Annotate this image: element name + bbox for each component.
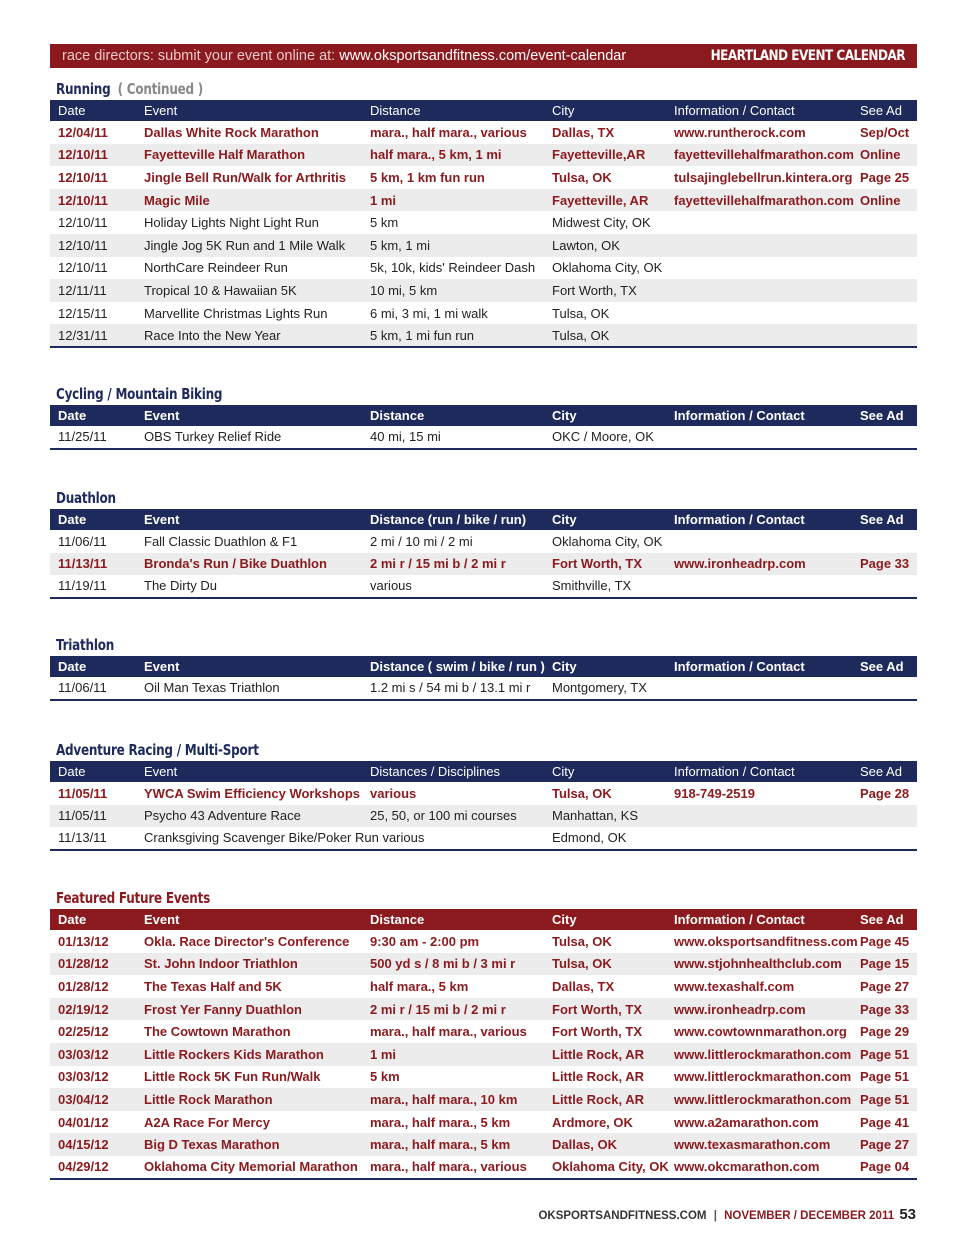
column-header-date: Date (50, 509, 136, 530)
banner-prefix: race directors: submit your event online at: (62, 48, 336, 64)
table-row (50, 805, 917, 828)
cell-city: Tulsa, OK (552, 933, 612, 949)
cell-see-ad: Page 25 (860, 169, 910, 185)
cell-event: Bronda's Run / Bike Duathlon (136, 553, 362, 576)
table-row (50, 953, 917, 976)
cell-event: Jingle Bell Run/Walk for Arthritis (144, 169, 347, 185)
table-row (50, 211, 917, 234)
cell-see-ad: Page 27 (860, 978, 910, 994)
column-header-contact: Information / Contact (666, 509, 852, 530)
cell-city: Fayetteville,AR (544, 144, 666, 167)
cell-city: Fort Worth, TX (544, 553, 666, 576)
table-header-row (50, 761, 917, 782)
footer-separator: | (713, 1210, 717, 1222)
cell-date: 11/25/11 (58, 429, 107, 445)
cell-city: Fort Worth, TX (544, 998, 666, 1021)
cell-date: 04/15/12 (50, 1133, 136, 1156)
cell-date: 11/13/11 (50, 553, 136, 576)
cell-contact[interactable]: www.a2amarathon.com (674, 1114, 819, 1130)
cell-date: 01/28/12 (50, 953, 136, 976)
cell-event: Little Rock Marathon (136, 1088, 362, 1111)
column-header-see-ad: See Ad (852, 909, 917, 930)
cell-event: Oklahoma City Memorial Marathon (144, 1159, 358, 1175)
column-header-date: Date (50, 100, 136, 121)
cell-distance: 6 mi, 3 mi, 1 mi walk (370, 305, 488, 321)
section-title: Featured Future Events (56, 889, 211, 907)
page-number: 53 (899, 1206, 916, 1223)
cell-distance: various (370, 578, 412, 594)
cell-event: Oil Man Texas Triathlon (144, 680, 280, 696)
calendar-title: HEARTLAND EVENT CALENDAR (710, 48, 905, 64)
cell-contact (666, 302, 852, 325)
cell-city: Tulsa, OK (544, 324, 666, 347)
cell-date: 03/03/12 (50, 1043, 136, 1066)
cell-see-ad (852, 234, 917, 257)
cell-distance: half mara., 5 km (370, 978, 469, 994)
cell-distance: 25, 50, or 100 mi courses (362, 805, 544, 828)
table-row (50, 1088, 917, 1111)
cell-distance: mara., half mara., 10 km (362, 1088, 544, 1111)
cell-distance: mara., half mara., various (370, 124, 527, 140)
cell-see-ad: Online (852, 144, 917, 167)
cell-date: 12/10/11 (50, 234, 136, 257)
cell-date: 12/10/11 (50, 189, 136, 212)
column-header-event: Event (136, 656, 362, 677)
cell-event: A2A Race For Mercy (144, 1114, 270, 1130)
cell-event: Holiday Lights Night Light Run (144, 215, 319, 231)
column-header-city: City (544, 100, 666, 121)
cell-contact[interactable]: www.stjohnhealthclub.com (666, 953, 852, 976)
cell-distance: 9:30 am - 2:00 pm (370, 933, 480, 949)
cell-contact[interactable]: www.littlerockmarathon.com (666, 1088, 852, 1111)
cell-city: Smithville, TX (552, 578, 632, 594)
event-calendar-link[interactable]: www.oksportsandfitness.com/event-calendar (339, 48, 627, 64)
column-header-date: Date (50, 656, 136, 677)
column-header-contact: Information / Contact (666, 761, 852, 782)
column-header-see-ad: See Ad (852, 100, 917, 121)
table-row (50, 998, 917, 1021)
column-header-distance: Distance (run / bike / run) (362, 509, 544, 530)
cell-date: 02/25/12 (58, 1024, 109, 1040)
cell-contact (666, 234, 852, 257)
cell-see-ad: Page 15 (852, 953, 917, 976)
table-row (50, 1043, 917, 1066)
table-row (50, 553, 917, 576)
table-row (50, 530, 917, 553)
cell-distance: mara., half mara., various (370, 1024, 527, 1040)
duathlon-section (50, 487, 917, 599)
cell-contact (666, 426, 852, 449)
cell-city: OKC / Moore, OK (552, 429, 654, 445)
table-row (50, 257, 917, 280)
cell-distance: 40 mi, 15 mi (370, 429, 441, 445)
table-row (50, 1020, 917, 1043)
cell-see-ad: Page 45 (860, 933, 910, 949)
cell-distance: 5 km, 1 km fun run (370, 169, 485, 185)
cell-event: Fayetteville Half Marathon (136, 144, 362, 167)
cell-contact[interactable]: www.runtherock.com (674, 124, 806, 140)
cell-contact[interactable]: tulsajinglebellrun.kintera.org (674, 169, 853, 185)
table-row (50, 575, 917, 598)
cell-date: 03/03/12 (58, 1069, 109, 1085)
column-header-see-ad: See Ad (852, 405, 917, 426)
cell-contact (666, 257, 852, 280)
cell-date: 01/28/12 (58, 978, 109, 994)
cell-see-ad (852, 426, 917, 449)
cell-date: 04/29/12 (58, 1159, 109, 1175)
cell-see-ad: Page 41 (860, 1114, 910, 1130)
cell-city: Tulsa, OK (544, 953, 666, 976)
cell-contact (666, 575, 852, 598)
cell-date: 04/01/12 (58, 1114, 109, 1130)
cell-event: Dallas White Rock Marathon (144, 124, 319, 140)
cell-contact (666, 279, 852, 302)
cell-contact[interactable]: www.oksportsandfitness.com (674, 933, 858, 949)
featured-section (50, 887, 917, 1180)
cell-contact[interactable]: www.ironheadrp.com (666, 998, 852, 1021)
section-title (56, 78, 745, 100)
column-header-date: Date (50, 761, 136, 782)
column-header-event: Event (136, 405, 362, 426)
cell-event: Little Rockers Kids Marathon (136, 1043, 362, 1066)
cell-contact[interactable]: www.cowtownmarathon.org (674, 1024, 847, 1040)
column-header-see-ad: See Ad (852, 761, 917, 782)
table-header-row (50, 656, 917, 677)
column-header-event: Event (136, 100, 362, 121)
column-header-date: Date (50, 909, 136, 930)
adventure-table (50, 761, 917, 851)
column-header-see-ad: See Ad (852, 656, 917, 677)
cell-distance: mara., half mara., 5 km (370, 1114, 511, 1130)
cell-contact[interactable]: fayettevillehalfmarathon.com (666, 144, 852, 167)
table-row (50, 426, 917, 449)
cell-city: Tulsa, OK (552, 305, 610, 321)
column-header-city: City (544, 509, 666, 530)
cell-city: Little Rock, AR (544, 1043, 666, 1066)
cell-distance: 1 mi (362, 1043, 544, 1066)
column-header-distance: Distances / Disciplines (362, 761, 544, 782)
banner-submit-text (50, 48, 677, 64)
cell-contact[interactable]: www.ironheadrp.com (666, 553, 852, 576)
cell-city: Tulsa, OK (552, 169, 612, 185)
cell-city: Oklahoma City, OK (552, 533, 663, 549)
column-header-contact: Information / Contact (666, 100, 852, 121)
section-title: Adventure Racing / Multi-Sport (56, 741, 259, 759)
cell-see-ad: Page 51 (852, 1043, 917, 1066)
featured-table (50, 909, 917, 1180)
cell-distance: 5 km (370, 1069, 400, 1085)
cell-distance: various (370, 785, 417, 801)
cell-date: 03/04/12 (50, 1088, 136, 1111)
cell-see-ad (852, 827, 917, 850)
cell-city: Dallas, OK (544, 1133, 666, 1156)
cell-date: 11/06/11 (58, 533, 107, 549)
section-title: Duathlon (56, 489, 116, 507)
cell-event: NorthCare Reindeer Run (144, 260, 288, 276)
cell-see-ad (852, 324, 917, 347)
cell-city: Ardmore, OK (552, 1114, 633, 1130)
continued-label: ( Continued ) (117, 80, 204, 98)
cell-distance: 1 mi (362, 189, 544, 212)
cell-event: Fall Classic Duathlon & F1 (144, 533, 298, 549)
cell-date: 12/10/11 (58, 169, 108, 185)
column-header-event: Event (136, 761, 362, 782)
column-header-city: City (544, 909, 666, 930)
cell-see-ad (852, 805, 917, 828)
column-header-event: Event (136, 509, 362, 530)
cell-event: Jingle Jog 5K Run and 1 Mile Walk (136, 234, 362, 257)
cell-contact[interactable]: www.texashalf.com (674, 978, 795, 994)
cell-contact (666, 827, 852, 850)
cell-city: Montgomery, TX (552, 680, 647, 696)
cell-see-ad: Page 33 (852, 998, 917, 1021)
cell-contact[interactable]: fayettevillehalfmarathon.com (666, 189, 852, 212)
cell-event: Race Into the New Year (136, 324, 362, 347)
footer-site[interactable]: OKSPORTSANDFITNESS.COM (538, 1210, 707, 1222)
cell-distance: 5 km (370, 215, 399, 231)
cell-date: 11/19/11 (58, 578, 107, 594)
cell-see-ad (852, 677, 917, 700)
cell-distance: 5 km, 1 mi fun run (362, 324, 544, 347)
cell-distance: mara., half mara., 5 km (362, 1133, 544, 1156)
column-header-contact: Information / Contact (666, 909, 852, 930)
cell-distance: half mara., 5 km, 1 mi (362, 144, 544, 167)
cycling-section (50, 383, 917, 450)
cell-event: Magic Mile (136, 189, 362, 212)
cell-event: YWCA Swim Efficiency Workshops (144, 785, 360, 801)
running-table (50, 100, 917, 348)
cell-event: Psycho 43 Adventure Race (136, 805, 362, 828)
table-row (50, 121, 917, 144)
cell-date: 12/10/11 (50, 144, 136, 167)
cell-contact[interactable]: 918-749-2519 (674, 785, 755, 801)
table-header-row (50, 909, 917, 930)
cell-city: Little Rock, AR (552, 1069, 644, 1085)
table-header-row (50, 405, 917, 426)
column-header-distance: Distance ( swim / bike / run ) (362, 656, 544, 677)
cell-date: 11/05/11 (50, 805, 136, 828)
cell-city: Oklahoma City, OK (552, 1159, 669, 1175)
table-header-row (50, 100, 917, 121)
cell-city: Fort Worth, TX (544, 279, 666, 302)
cell-distance: 1.2 mi s / 54 mi b / 13.1 mi r (370, 680, 531, 696)
cell-contact (666, 211, 852, 234)
cell-event: Tropical 10 & Hawaiian 5K (136, 279, 362, 302)
cell-contact (666, 324, 852, 347)
cell-see-ad: Sep/Oct (860, 124, 910, 140)
cell-date: 12/10/11 (58, 215, 108, 231)
cell-see-ad: Page 27 (852, 1133, 917, 1156)
column-header-city: City (544, 656, 666, 677)
cell-see-ad: Page 51 (860, 1069, 910, 1085)
cell-distance: 5k, 10k, kids' Reindeer Dash (370, 260, 536, 276)
cell-city: Lawton, OK (544, 234, 666, 257)
cell-contact[interactable]: www.littlerockmarathon.com (666, 1043, 852, 1066)
cell-date: 11/13/11 (58, 830, 107, 846)
triathlon-table (50, 656, 917, 701)
cell-contact[interactable]: www.littlerockmarathon.com (674, 1069, 852, 1085)
section-title: Triathlon (56, 636, 115, 654)
table-row (50, 975, 917, 998)
cell-date: 11/06/11 (58, 680, 107, 696)
cell-distance: 2 mi r / 15 mi b / 2 mi r (362, 998, 544, 1021)
cell-event: Frost Yer Fanny Duathlon (136, 998, 362, 1021)
cell-contact (666, 530, 852, 553)
cell-event: The Dirty Du (144, 578, 217, 594)
table-row (50, 302, 917, 325)
section-title-text: Running (56, 80, 111, 98)
cell-see-ad (852, 257, 917, 280)
cell-distance: 10 mi, 5 km (362, 279, 544, 302)
cell-see-ad: Page 28 (860, 785, 910, 801)
adventure-section (50, 739, 917, 851)
cell-city: Oklahoma City, OK (552, 260, 663, 276)
table-row (50, 1133, 917, 1156)
cell-see-ad: Online (852, 189, 917, 212)
table-row (50, 166, 917, 189)
cell-date: 01/13/12 (58, 933, 109, 949)
table-row (50, 189, 917, 212)
cell-event: The Cowtown Marathon (144, 1024, 291, 1040)
table-row (50, 782, 917, 805)
column-header-event: Event (136, 909, 362, 930)
table-row (50, 234, 917, 257)
cell-distance: 5 km, 1 mi (362, 234, 544, 257)
cell-contact[interactable]: www.okcmarathon.com (674, 1159, 820, 1175)
cell-event: St. John Indoor Triathlon (136, 953, 362, 976)
cell-contact (666, 805, 852, 828)
cell-event: Okla. Race Director's Conference (144, 933, 350, 949)
cell-event: Cranksgiving Scavenger Bike/Poker Run various (144, 830, 425, 846)
cell-event: OBS Turkey Relief Ride (144, 429, 282, 445)
cell-distance: 2 mi r / 15 mi b / 2 mi r (362, 553, 544, 576)
cell-city: Edmond, OK (552, 830, 627, 846)
cell-date: 12/15/11 (58, 305, 108, 321)
column-header-contact: Information / Contact (666, 405, 852, 426)
cell-contact[interactable]: www.texasmarathon.com (666, 1133, 852, 1156)
table-row (50, 930, 917, 953)
cell-see-ad: Page 29 (860, 1024, 910, 1040)
running-section (50, 78, 917, 348)
table-header-row (50, 509, 917, 530)
cell-date: 12/04/11 (58, 124, 108, 140)
cell-see-ad: Page 33 (852, 553, 917, 576)
table-row (50, 1111, 917, 1134)
cell-see-ad (852, 575, 917, 598)
section-title: Cycling / Mountain Biking (56, 385, 223, 403)
table-row (50, 827, 917, 850)
cell-city: Midwest City, OK (552, 215, 651, 231)
cell-date: 12/10/11 (58, 260, 108, 276)
cell-distance: 500 yd s / 8 mi b / 3 mi r (362, 953, 544, 976)
cell-distance: 2 mi / 10 mi / 2 mi (370, 533, 473, 549)
page-footer (538, 1206, 916, 1223)
column-header-see-ad: See Ad (852, 509, 917, 530)
duathlon-table (50, 509, 917, 599)
footer-issue: NOVEMBER / DECEMBER 2011 (724, 1210, 895, 1222)
table-row (50, 1156, 917, 1179)
triathlon-section (50, 634, 917, 701)
cell-distance: mara., half mara., various (370, 1159, 527, 1175)
table-row (50, 1066, 917, 1089)
cycling-table (50, 405, 917, 450)
cell-date: 02/19/12 (50, 998, 136, 1021)
cell-event: Marvellite Christmas Lights Run (144, 305, 328, 321)
cell-event: Big D Texas Marathon (136, 1133, 362, 1156)
cell-see-ad (852, 211, 917, 234)
table-row (50, 279, 917, 302)
cell-date: 12/31/11 (50, 324, 136, 347)
submit-event-banner (50, 44, 917, 68)
cell-city: Dallas, TX (552, 978, 615, 994)
cell-see-ad (852, 302, 917, 325)
cell-date: 11/05/11 (58, 785, 108, 801)
table-row (50, 324, 917, 347)
cell-contact (666, 677, 852, 700)
cell-event: Little Rock 5K Fun Run/Walk (144, 1069, 321, 1085)
column-header-distance: Distance (362, 909, 544, 930)
cell-city: Manhattan, KS (544, 805, 666, 828)
cell-see-ad (852, 530, 917, 553)
column-header-distance: Distance (362, 405, 544, 426)
cell-see-ad: Page 51 (852, 1088, 917, 1111)
cell-see-ad (852, 279, 917, 302)
cell-see-ad: Page 04 (860, 1159, 910, 1175)
column-header-city: City (544, 761, 666, 782)
table-row (50, 677, 917, 700)
column-header-date: Date (50, 405, 136, 426)
column-header-contact: Information / Contact (666, 656, 852, 677)
cell-city: Tulsa, OK (552, 785, 612, 801)
cell-city: Fort Worth, TX (552, 1024, 643, 1040)
cell-city: Fayetteville, AR (544, 189, 666, 212)
table-row (50, 144, 917, 167)
column-header-city: City (544, 405, 666, 426)
cell-date: 12/11/11 (50, 279, 136, 302)
column-header-distance: Distance (362, 100, 544, 121)
cell-event: The Texas Half and 5K (144, 978, 282, 994)
cell-city: Dallas, TX (552, 124, 615, 140)
cell-city: Little Rock, AR (544, 1088, 666, 1111)
